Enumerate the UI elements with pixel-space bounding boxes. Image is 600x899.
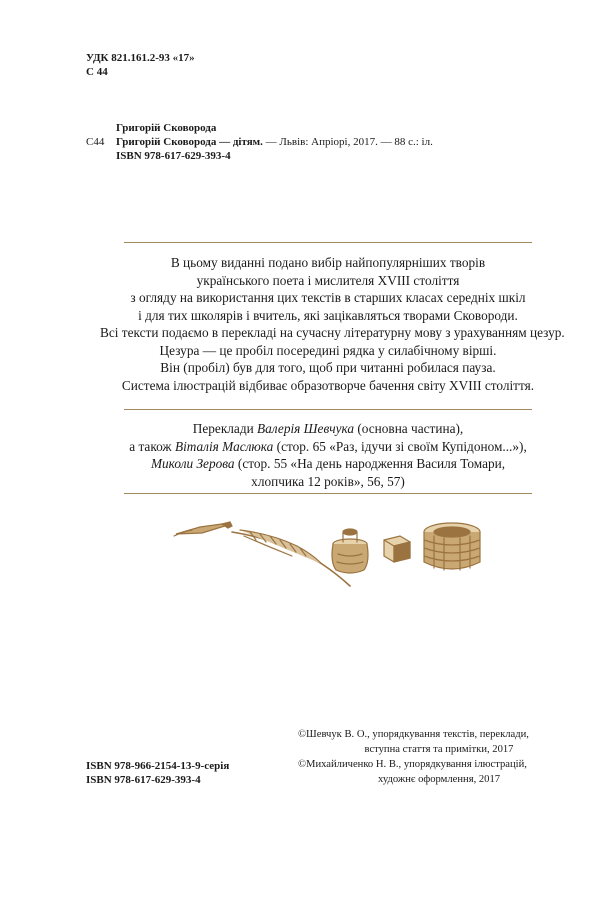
text-fragment: (стор. 65 «Раз, ідучи зі своїм Купідоном...»), bbox=[273, 438, 527, 454]
translations-line-1 bbox=[100, 420, 556, 438]
sand-shaker-icon bbox=[424, 523, 480, 570]
description-line: з огляду на використання цих текстів в старших класах середніх шкіл bbox=[130, 290, 526, 305]
translations-line-4: хлопчика 12 років», 56, 57) bbox=[251, 473, 405, 489]
translator-name: Валерія Шевчука bbox=[257, 421, 355, 436]
isbn-book: ISBN 978-617-629-393-4 bbox=[86, 774, 201, 786]
illustration-writing-tools bbox=[172, 512, 490, 594]
description-line: Система ілюстрацій відбиває образотворче бачення світу XVIII століття. bbox=[121, 377, 535, 393]
inkwell-icon bbox=[332, 529, 368, 573]
divider-top bbox=[124, 242, 532, 243]
description-line: і для тих школярів і вчитель, які зацікавляться творами Сковороди. bbox=[138, 307, 518, 323]
entry-isbn: ISBN 978-617-629-393-4 bbox=[116, 150, 231, 162]
description-line: Цезура — це пробіл посередині рядка у силабічному вірші. bbox=[159, 342, 497, 358]
entry-code: С44 bbox=[86, 136, 105, 148]
author-name: Григорій Сковорода bbox=[116, 122, 217, 134]
description-line: українського поета і мислителя XVIII століття bbox=[196, 272, 460, 288]
isbn-list bbox=[86, 759, 229, 787]
author-mark: С 44 bbox=[86, 66, 108, 78]
translator-name: Віталія Маслюка bbox=[174, 438, 274, 454]
copyright-line: художнє оформлення, 2017 bbox=[377, 774, 501, 785]
copyright-line: ©Шевчук В. О., упорядкування текстів, переклади, bbox=[298, 729, 529, 740]
description-block bbox=[100, 254, 565, 394]
divider-middle bbox=[124, 409, 532, 410]
description-line: Всі тексти подаємо в перекладі на сучасну літературну мову з урахуванням цезур. bbox=[100, 325, 565, 340]
udk-code: УДК 821.161.2-93 «17» bbox=[86, 52, 195, 64]
knife-icon bbox=[174, 522, 232, 536]
catalog-entry bbox=[86, 121, 433, 163]
entry-line bbox=[86, 135, 433, 149]
text-fragment: (стор. 55 «На день народження Василя Томари, bbox=[234, 456, 506, 471]
box-icon bbox=[384, 536, 410, 562]
translations-line-2 bbox=[100, 438, 556, 456]
divider-bottom bbox=[124, 493, 532, 494]
entry-imprint: — Львів: Апріорі, 2017. — 88 с.: іл. bbox=[262, 136, 433, 148]
text-fragment: а також bbox=[129, 438, 175, 454]
isbn-series: ISBN 978-966-2154-13-9-серія bbox=[86, 760, 230, 772]
translations-block bbox=[100, 420, 556, 490]
description-line: В цьому виданні подано вибір найпопулярніших творів bbox=[170, 255, 486, 270]
entry-title: Григорій Сковорода — дітям. bbox=[116, 136, 263, 148]
catalog-header bbox=[86, 51, 195, 79]
text-fragment: Переклади bbox=[192, 421, 258, 436]
translator-name: Миколи Зерова bbox=[150, 456, 235, 471]
description-line: Він (пробіл) був для того, щоб при читанні робилася пауза. bbox=[160, 360, 496, 375]
text-fragment: (основна частина), bbox=[354, 421, 464, 436]
copyright-block bbox=[298, 727, 568, 787]
copyright-line: ©Михайличенко Н. В., упорядкування ілюстрацій, bbox=[298, 759, 527, 770]
translations-line-3 bbox=[100, 455, 556, 473]
copyright-line: вступна стаття та примітки, 2017 bbox=[364, 744, 514, 755]
